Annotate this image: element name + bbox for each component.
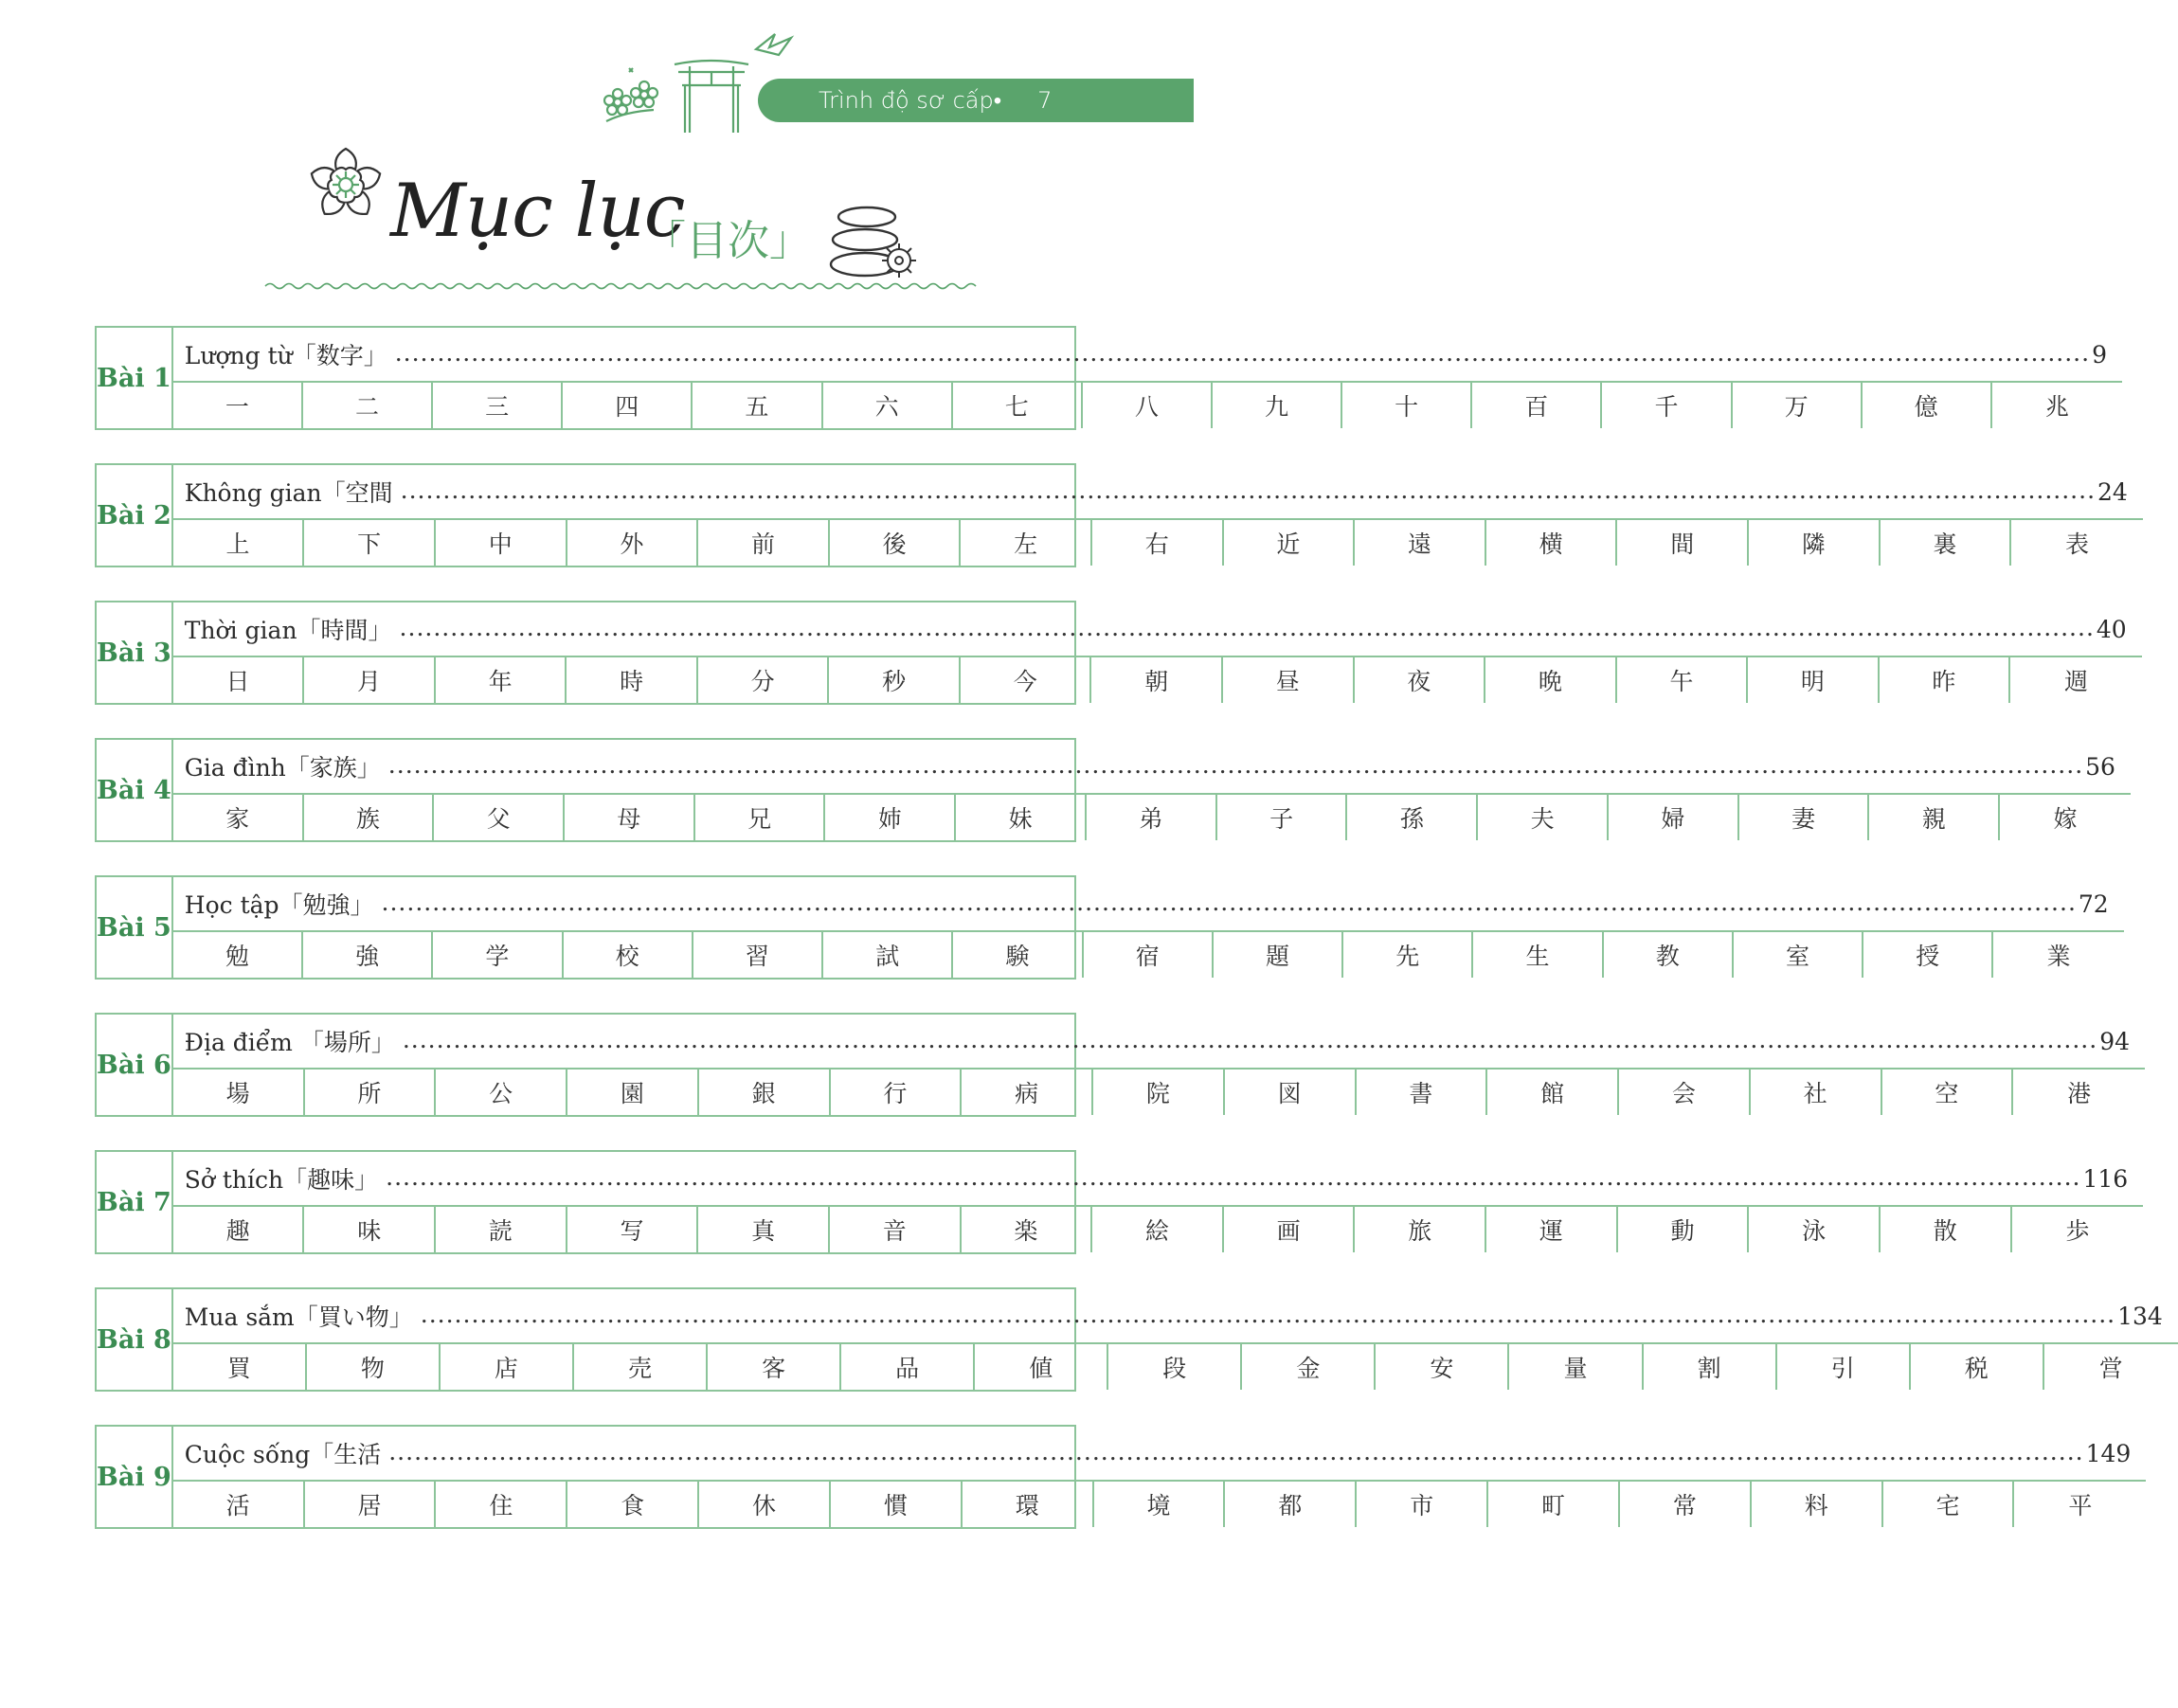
kanji-cell: 午 [1617,657,1749,703]
kanji-cell: 左 [961,520,1092,566]
kanji-cell: 横 [1486,520,1618,566]
kanji-cell: 授 [1863,932,1993,978]
page-title-japanese: 「目次」 [644,217,811,265]
kanji-cell: 境 [1094,1482,1226,1527]
kanji-cell: 町 [1488,1482,1620,1527]
kanji-cell: 親 [1869,795,2000,840]
kanji-cell: 二 [303,383,433,428]
kanji-cell: 料 [1752,1482,1883,1527]
lesson-title-row[interactable] [173,1289,2178,1344]
zen-stones-icon [829,204,924,284]
kanji-cell: 孫 [1347,795,1478,840]
kanji-cell: 間 [1617,520,1749,566]
lesson-title-row[interactable] [173,740,2131,795]
kanji-cell: 校 [564,932,693,978]
kanji-cell: 社 [1751,1070,1882,1115]
lesson-body [173,1152,2143,1252]
kanji-cell: 中 [436,520,567,566]
kanji-cell: 験 [953,932,1083,978]
kanji-cell: 常 [1620,1482,1752,1527]
kanji-cell: 夜 [1355,657,1486,703]
kanji-cell: 場 [173,1070,305,1115]
kanji-cell: 上 [173,520,305,566]
kanji-cell: 朝 [1091,657,1223,703]
kanji-cell: 隣 [1749,520,1881,566]
lesson-title-row[interactable] [173,602,2142,657]
kanji-cell: 引 [1777,1344,1911,1390]
kanji-cell: 金 [1242,1344,1376,1390]
kanji-cell: 市 [1357,1482,1488,1527]
kanji-cell: 妻 [1739,795,1870,840]
kanji-cell: 九 [1213,383,1342,428]
kanji-cell: 万 [1733,383,1863,428]
kanji-cell: 億 [1863,383,1992,428]
kanji-cell: 旅 [1355,1207,1486,1252]
kanji-cell: 十 [1342,383,1472,428]
kanji-cell: 教 [1604,932,1734,978]
kanji-cell: 趣 [173,1207,305,1252]
kanji-cell: 五 [693,383,822,428]
lesson-title-row[interactable] [173,877,2124,932]
lesson-body [173,465,2143,566]
kanji-row [173,1482,2147,1527]
kanji-cell: 環 [963,1482,1094,1527]
kanji-cell: 量 [1509,1344,1643,1390]
lesson-body [173,1289,2178,1390]
lesson-page-number: 24 [2097,477,2128,506]
lesson-title: Cuộc sống「生活 [184,1441,382,1468]
kanji-cell: 段 [1108,1344,1242,1390]
kanji-cell: 画 [1224,1207,1356,1252]
lesson-page-number: 56 [2085,752,2115,781]
lesson-label: Bài 2 [97,465,173,566]
kanji-row [173,1070,2145,1115]
dot-leader: ........................................................................................................................................................................................................ [386,1162,2081,1191]
kanji-cell: 勉 [173,932,303,978]
lesson-title-row[interactable] [173,1152,2143,1207]
kanji-cell: 所 [305,1070,437,1115]
kanji-cell: 値 [975,1344,1108,1390]
kanji-cell: 音 [830,1207,962,1252]
kanji-cell: 読 [436,1207,567,1252]
kanji-cell: 館 [1487,1070,1619,1115]
kanji-cell: 都 [1225,1482,1357,1527]
kanji-cell: 七 [953,383,1083,428]
lesson-block [95,1150,2129,1254]
kanji-cell: 弟 [1087,795,1217,840]
lesson-title: Gia đình「家族」 [184,754,381,782]
kanji-row [173,520,2143,566]
kanji-cell: 昼 [1223,657,1355,703]
kanji-cell: 公 [436,1070,567,1115]
lesson-block [95,1287,2163,1392]
kanji-cell: 近 [1224,520,1356,566]
kanji-cell: 婦 [1609,795,1739,840]
lesson-label: Bài 6 [97,1015,173,1115]
kanji-cell: 歩 [2065,1217,2090,1245]
lesson-title-row[interactable] [173,465,2143,520]
kanji-row [173,1207,2143,1252]
flower-icon [303,142,388,227]
lesson-title-row[interactable] [173,328,2122,383]
dot-leader: ........................................................................................................................................................................................................ [402,1025,2098,1053]
lesson-label: Bài 1 [97,328,173,428]
kanji-cell: 六 [823,383,953,428]
kanji-cell: 写 [567,1207,699,1252]
kanji-cell: 宿 [1084,932,1214,978]
kanji-cell: 泳 [1749,1207,1881,1252]
kanji-cell: 学 [433,932,563,978]
kanji-cell: 千 [1602,383,1732,428]
kanji-cell: 会 [1619,1070,1751,1115]
kanji-cell: 書 [1357,1070,1488,1115]
lesson-title-row[interactable] [173,1427,2147,1482]
kanji-cell: 絵 [1092,1207,1224,1252]
kanji-cell: 強 [303,932,433,978]
kanji-cell: 母 [565,795,695,840]
kanji-cell: 兆 [2044,393,2069,421]
kanji-cell: 明 [1748,657,1880,703]
lesson-label: Bài 4 [97,740,173,840]
lesson-block [95,1013,2130,1117]
dot-leader: ........................................................................................................................................................................................................ [420,1300,2116,1328]
kanji-cell: 味 [304,1207,436,1252]
kanji-cell: 右 [1092,520,1224,566]
lesson-label: Bài 8 [97,1289,173,1390]
kanji-cell: 営 [2098,1355,2123,1382]
kanji-cell: 売 [574,1344,708,1390]
kanji-cell: 店 [441,1344,574,1390]
level-label: Trình độ sơ cấp• [819,86,1002,114]
kanji-row [173,932,2124,978]
lesson-title: Mua sắm「買い物」 [184,1303,413,1331]
kanji-cell: 姉 [825,795,956,840]
lesson-block [95,326,2107,430]
kanji-cell: 父 [434,795,565,840]
lesson-block [95,738,2115,842]
kanji-cell: 室 [1734,932,1863,978]
lesson-title: Sở thích「趣味」 [184,1166,379,1194]
dot-leader: ........................................................................................................................................................................................................ [387,750,2084,779]
kanji-cell: 活 [173,1482,305,1527]
kanji-cell: 散 [1881,1207,2012,1252]
dot-leader: ........................................................................................................................................................................................................ [381,888,2077,916]
kanji-cell: 昨 [1880,657,2011,703]
lesson-label: Bài 9 [97,1427,173,1527]
kanji-cell: 習 [693,932,823,978]
lesson-body [173,740,2131,840]
lesson-page-number: 94 [2099,1027,2130,1055]
kanji-cell: 外 [567,520,699,566]
kanji-cell: 慣 [831,1482,963,1527]
page-number: 7 [1037,87,1053,114]
lesson-title: Học tập「勉強」 [184,891,374,919]
kanji-cell: 表 [2065,530,2090,558]
kanji-cell: 百 [1472,383,1602,428]
kanji-cell: 銀 [699,1070,831,1115]
lesson-body [173,328,2122,428]
kanji-cell: 子 [1217,795,1348,840]
kanji-row [173,383,2122,428]
dot-leader: ........................................................................................................................................................................................................ [394,338,2091,367]
kanji-cell: 住 [436,1482,567,1527]
kanji-cell: 宅 [1883,1482,2015,1527]
dot-leader: ........................................................................................................................................................................................................ [399,613,2095,641]
lesson-label: Bài 7 [97,1152,173,1252]
kanji-cell: 週 [2063,668,2088,695]
lesson-title: Không gian「空間 [184,479,393,507]
dot-leader: ........................................................................................................................................................................................................ [400,476,2097,504]
kanji-cell: 家 [173,795,304,840]
kanji-cell: 業 [2046,943,2071,970]
kanji-cell: 八 [1083,383,1213,428]
kanji-cell: 行 [831,1070,963,1115]
lesson-block [95,601,2127,705]
kanji-cell: 裏 [1881,520,2012,566]
kanji-cell: 物 [307,1344,441,1390]
lesson-body [173,602,2142,703]
page-title: Mục lục [390,169,685,254]
lesson-block [95,463,2128,567]
kanji-cell: 空 [1882,1070,2014,1115]
lesson-page-number: 134 [2117,1302,2163,1330]
lesson-page-number: 40 [2096,615,2127,643]
kanji-cell: 税 [1911,1344,2044,1390]
kanji-cell: 食 [567,1482,699,1527]
kanji-cell: 族 [304,795,435,840]
kanji-cell: 今 [961,657,1092,703]
lesson-label: Bài 3 [97,602,173,703]
level-header-band [758,79,1194,122]
dot-leader: ........................................................................................................................................................................................................ [388,1437,2084,1465]
kanji-cell: 前 [698,520,830,566]
lesson-page-number: 116 [2082,1164,2129,1193]
kanji-cell: 時 [567,657,698,703]
kanji-cell: 妹 [956,795,1087,840]
kanji-cell: 兄 [695,795,826,840]
kanji-cell: 品 [841,1344,975,1390]
kanji-cell: 港 [2067,1080,2092,1107]
lesson-body [173,1427,2147,1527]
kanji-cell: 買 [173,1344,307,1390]
lesson-page-number: 72 [2078,890,2109,918]
kanji-row [173,1344,2178,1390]
kanji-cell: 運 [1486,1207,1618,1252]
lesson-body [173,877,2124,978]
kanji-cell: 動 [1618,1207,1750,1252]
kanji-cell: 試 [823,932,953,978]
kanji-cell: 平 [2068,1492,2093,1519]
kanji-cell: 一 [173,383,303,428]
lesson-title: Thời gian「時間」 [184,617,392,644]
kanji-cell: 後 [830,520,962,566]
kanji-cell: 真 [698,1207,830,1252]
kanji-cell: 月 [304,657,436,703]
lesson-body [173,1015,2145,1115]
kanji-cell: 四 [563,383,693,428]
kanji-cell: 楽 [962,1207,1093,1252]
kanji-cell: 先 [1343,932,1473,978]
kanji-cell: 晩 [1485,657,1617,703]
kanji-cell: 夫 [1478,795,1609,840]
kanji-cell: 安 [1376,1344,1509,1390]
kanji-cell: 嫁 [2053,805,2078,833]
kanji-cell: 客 [708,1344,841,1390]
kanji-cell: 日 [173,657,305,703]
kanji-cell: 題 [1214,932,1343,978]
kanji-cell: 病 [962,1070,1093,1115]
kanji-cell: 生 [1473,932,1603,978]
kanji-cell: 下 [304,520,436,566]
kanji-cell: 遠 [1355,520,1486,566]
page-title-block [303,142,928,294]
wavy-divider [265,279,928,293]
kanji-cell: 院 [1093,1070,1225,1115]
lesson-label: Bài 5 [97,877,173,978]
kanji-cell: 秒 [829,657,961,703]
kanji-cell: 図 [1225,1070,1357,1115]
kanji-cell: 分 [698,657,830,703]
lesson-block [95,875,2109,980]
kanji-cell: 三 [433,383,563,428]
lesson-page-number: 9 [2092,340,2107,369]
lesson-title-row[interactable] [173,1015,2145,1070]
kanji-row [173,795,2131,840]
kanji-cell: 休 [699,1482,831,1527]
kanji-cell: 年 [436,657,567,703]
lesson-block [95,1425,2132,1529]
kanji-row [173,657,2142,703]
kanji-cell: 園 [567,1070,699,1115]
lesson-page-number: 149 [2085,1439,2132,1467]
lesson-title: Lượng từ「数字」 [184,342,387,369]
kanji-cell: 居 [305,1482,437,1527]
lesson-title: Địa điểm 「場所」 [184,1029,395,1056]
kanji-cell: 割 [1644,1344,1777,1390]
